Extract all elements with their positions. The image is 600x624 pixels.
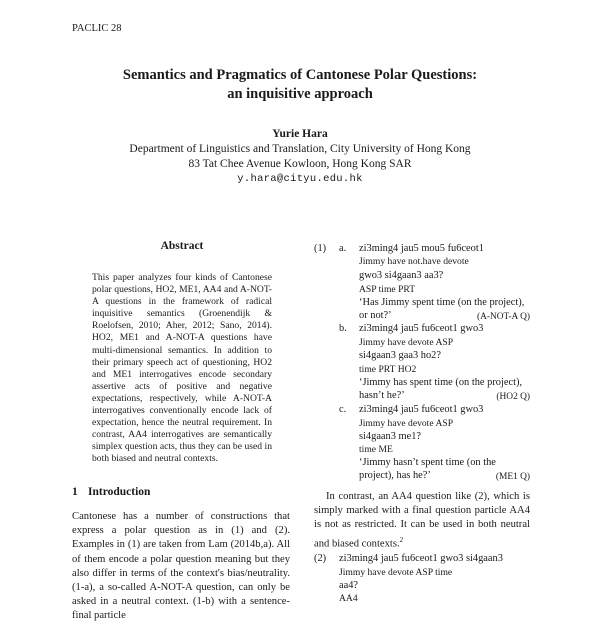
example-item-label: c.: [339, 404, 347, 415]
title-line-2: an inquisitive approach: [227, 86, 373, 102]
example-line: gwo3 si4gaan3 aa3?: [359, 270, 444, 281]
example-line: zi3ming4 jau5 fu6ceot1 gwo3 si4gaan3: [339, 553, 503, 564]
example-translation: ‘Jimmy hasn’t spent time (on the: [359, 457, 496, 468]
right-column-paragraph: [314, 490, 530, 551]
paragraph-text: In contrast, an AA4 question like (2), which is simply marked with a final question particle AA4 is not as restricted. It can be used in both neutral and biased contexts.: [314, 491, 530, 550]
example-tag: (ME1 Q): [495, 472, 530, 482]
abstract-text: This paper analyzes four kinds of Cantonese polar questions, HO2, ME1, AA4 and A-NOT-A questions in the framework of radical inquisitive semantics (Groenendijk & Roelofsen, 2010; Aher, 2012; Sano, 2014). HO2, ME1 and A-NOT-A questions have multi-dimensional semantics. In addition to their primary speech act of questioning, HO2 and ME1 interrogatives encode secondary assertive acts of positive and negative expectations, respectively, while A-NOT-A interrogatives conventionally encode lack of expectation, hence the neutral requirement. In contrast, AA4 interrogatives are semantically simplex question acts, thus they can be used in both biased and neutral contexts.: [92, 272, 272, 465]
section-number: 1: [72, 486, 78, 498]
example-gloss: Jimmy have devote ASP time: [339, 567, 453, 578]
example-item-label: b.: [339, 323, 347, 334]
example-translation: hasn’t he?’: [359, 390, 405, 401]
example-gloss: ASP time PRT: [359, 284, 416, 295]
running-header: PACLIC 28: [72, 23, 122, 34]
author-affiliation: Department of Linguistics and Translation, City University of Hong Kong: [129, 143, 471, 155]
example-translation: project), has he?’: [359, 470, 431, 481]
example-gloss: Jimmy have not.have devote: [359, 256, 469, 267]
example-gloss: time PRT HO2: [359, 364, 417, 375]
example-line: zi3ming4 jau5 mou5 fu6ceot1: [359, 243, 484, 254]
example-translation: ‘Jimmy has spent time (on the project),: [359, 377, 523, 388]
example-translation: or not?’: [359, 310, 392, 321]
example-line: si4gaan3 me1?: [359, 431, 422, 442]
footnote-mark[interactable]: 2: [399, 535, 404, 544]
example-gloss: AA4: [339, 593, 358, 604]
example-item-label: a.: [339, 243, 347, 254]
introduction-paragraph: Cantonese has a number of constructions that express a polar question as in (1) and (2). Examples in (1) are taken from Lam (2014b,a). All of them encode a polar question meaning but they also differ in terms of the context's bias/neutrality. (1-a), a so-called A-NOT-A question, can only be asked in a neutral context. (1-b) with a sentence-final particle: [72, 511, 290, 622]
example-tag: (A-NOT-A Q): [476, 312, 530, 322]
example-translation: ‘Has Jimmy spent time (on the project),: [359, 297, 525, 308]
example-line: zi3ming4 jau5 fu6ceot1 gwo3: [359, 323, 484, 334]
example-line: zi3ming4 jau5 fu6ceot1 gwo3: [359, 404, 484, 415]
author-address: 83 Tat Chee Avenue Kowloon, Hong Kong SAR: [188, 158, 412, 170]
title-line-1: Semantics and Pragmatics of Cantonese Polar Questions:: [122, 67, 478, 83]
author-email[interactable]: y.hara@cityu.edu.hk: [237, 173, 363, 185]
example-gloss: time ME: [359, 444, 393, 455]
example-gloss: Jimmy have devote ASP: [359, 418, 454, 429]
example-line: si4gaan3 gaa3 ho2?: [359, 350, 441, 361]
example-number: (1): [314, 243, 327, 254]
example-line: aa4?: [339, 580, 359, 591]
section-title: Introduction: [88, 486, 151, 498]
example-number: (2): [314, 553, 327, 564]
example-gloss: Jimmy have devote ASP: [359, 337, 454, 348]
abstract-heading: Abstract: [160, 240, 204, 252]
example-tag: (HO2 Q): [496, 392, 530, 402]
author-name: Yurie Hara: [272, 128, 328, 140]
